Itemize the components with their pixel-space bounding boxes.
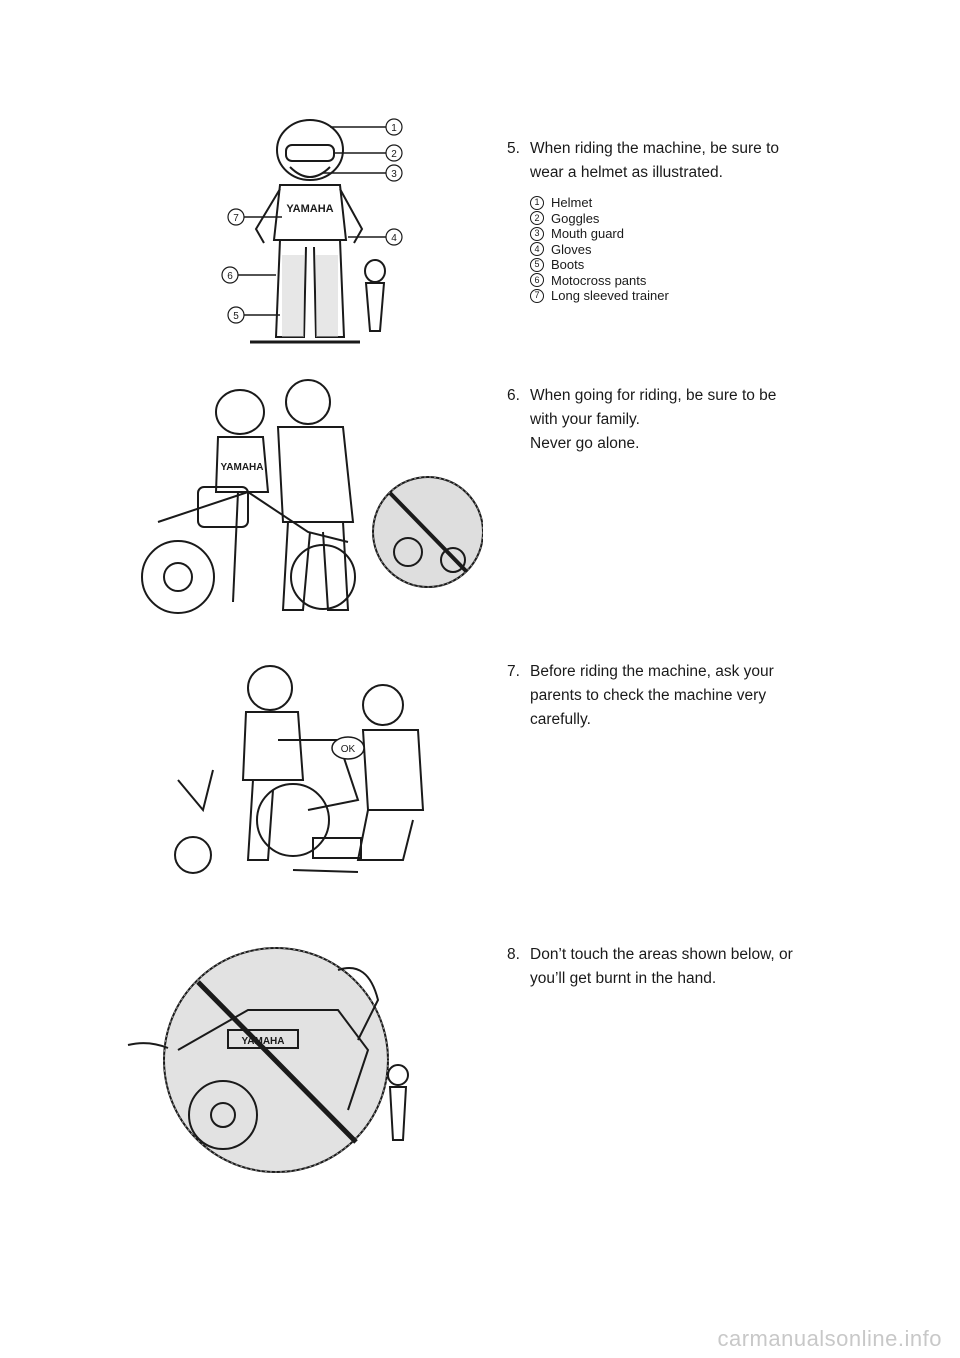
callout-number: 1 [530,196,544,210]
callout-number: 7 [530,289,544,303]
step-text-line: Don’t touch the areas shown below, or [530,946,793,963]
parent-check-illustration [158,660,438,885]
callout-number: 6 [530,273,544,287]
part-label: Goggles [551,210,600,226]
list-item [530,242,843,258]
step-text-line: parents to check the machine very [530,687,767,704]
step-number: 6. [507,387,520,404]
jersey-logo: YAMAHA [286,203,334,215]
callout-number: 4 [530,242,544,256]
callout-1: 1 [391,123,397,134]
step-number: 8. [507,946,520,963]
list-item [530,195,843,211]
part-label: Boots [551,257,585,272]
step-text-line: When riding the machine, be sure to [530,140,779,157]
rider-gear-illustration [200,105,410,350]
list-item [530,273,843,289]
step-number: 5. [507,140,520,157]
hot-areas-illustration [108,940,468,1180]
bike-logo: YAMAHA [241,1036,285,1047]
part-label: Helmet [551,195,593,210]
callout-3: 3 [391,169,397,180]
list-item [530,211,843,227]
callout-5: 5 [233,311,239,322]
watermark: carmanualsonline.info [717,1326,942,1351]
list-item [530,288,843,304]
gear-parts-list [530,195,843,304]
callout-6: 6 [227,271,233,282]
callout-2: 2 [391,149,397,160]
part-label: Gloves [551,241,592,257]
step-text-line: wear a helmet as illustrated. [530,164,723,181]
step-text-line: Before riding the machine, ask your [530,663,774,680]
step-number: 7. [507,663,520,680]
part-label: Mouth guard [551,226,624,241]
callout-4: 4 [391,233,397,244]
part-label: Motocross pants [551,272,647,288]
callout-7: 7 [233,213,239,224]
part-label: Long sleeved trainer [551,288,669,303]
family-riding-illustration [138,372,483,622]
step-text-line: with your family. [530,411,640,428]
ok-bubble: OK [340,744,356,755]
step-7 [507,660,843,732]
callout-number: 2 [530,211,544,225]
step-5 [507,137,843,304]
list-item [530,226,843,242]
step-text-line: carefully. [530,711,591,728]
step-8 [507,943,843,991]
callout-number: 5 [530,258,544,272]
callout-number: 3 [530,227,544,241]
rider-jersey-logo: YAMAHA [220,462,264,473]
step-text-line: you’ll get burnt in the hand. [530,970,717,987]
step-6 [507,384,843,456]
step-text-line: When going for riding, be sure to be [530,387,777,404]
step-text-line: Never go alone. [530,435,640,452]
list-item [530,257,843,273]
